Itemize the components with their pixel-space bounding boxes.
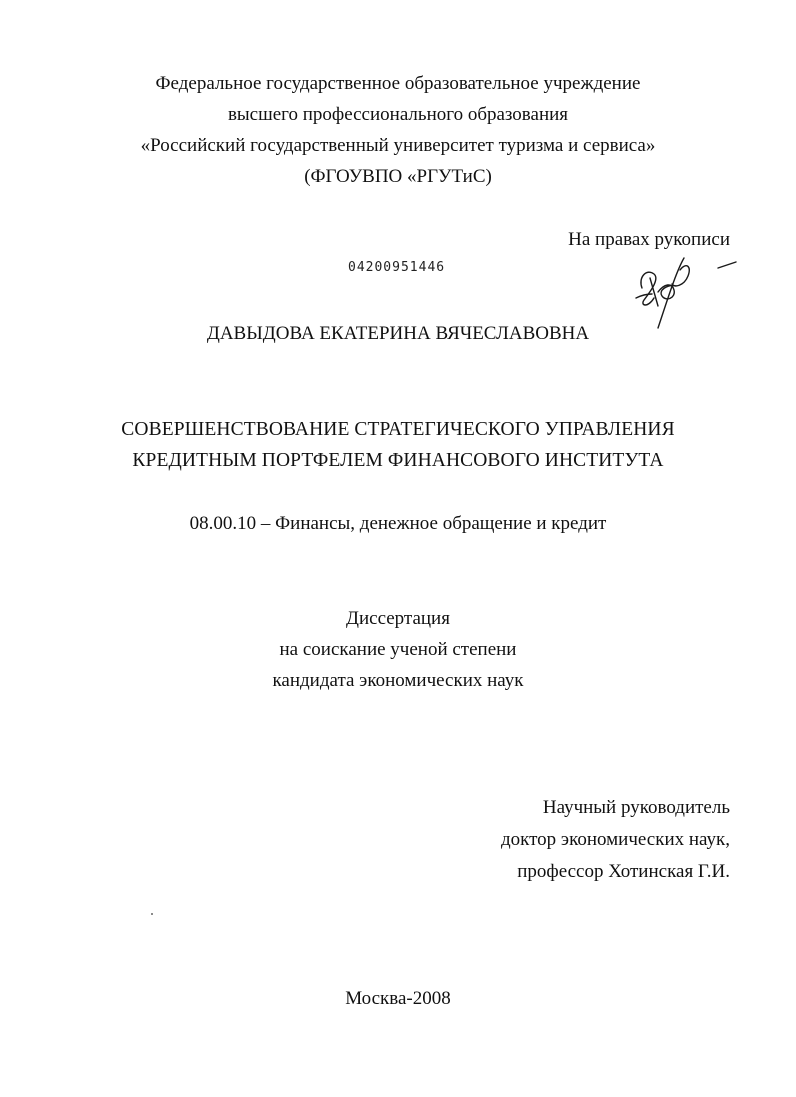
supervisor-label: Научный руководитель xyxy=(542,797,730,818)
degree-line-3: кандидата экономических наук xyxy=(272,670,524,691)
author-name: ДАВЫДОВА ЕКАТЕРИНА ВЯЧЕСЛАВОВНА xyxy=(206,323,590,344)
supervisor-degree: доктор экономических наук, xyxy=(500,829,730,850)
header-institution-line-2: высшего профессионального образования xyxy=(227,104,569,125)
header-institution-line-3: «Российский государственный университет туризма и сервиса» xyxy=(140,135,656,156)
header-institution-abbreviation: (ФГОУВПО «РГУТиС) xyxy=(304,166,492,187)
manuscript-note: На правах рукописи xyxy=(568,229,730,250)
header-institution-line-1: Федеральное государственное образовательное учреждение xyxy=(155,73,641,94)
scan-speck xyxy=(151,913,153,915)
specialty-code: 08.00.10 – Финансы, денежное обращение и кредит xyxy=(189,513,607,534)
signature-icon xyxy=(628,248,748,334)
place-and-year: Москва-2008 xyxy=(345,988,451,1009)
dissertation-title-line-2: КРЕДИТНЫМ ПОРТФЕЛЕМ ФИНАНСОВОГО ИНСТИТУТА xyxy=(132,450,664,471)
registration-number: 04200951446 xyxy=(348,260,446,275)
dissertation-title-line-1: СОВЕРШЕНСТВОВАНИЕ СТРАТЕГИЧЕСКОГО УПРАВЛЕНИЯ xyxy=(121,419,675,440)
degree-line-2: на соискание ученой степени xyxy=(279,639,517,660)
degree-line-1: Диссертация xyxy=(346,608,450,629)
supervisor-name: профессор Хотинская Г.И. xyxy=(517,861,730,882)
